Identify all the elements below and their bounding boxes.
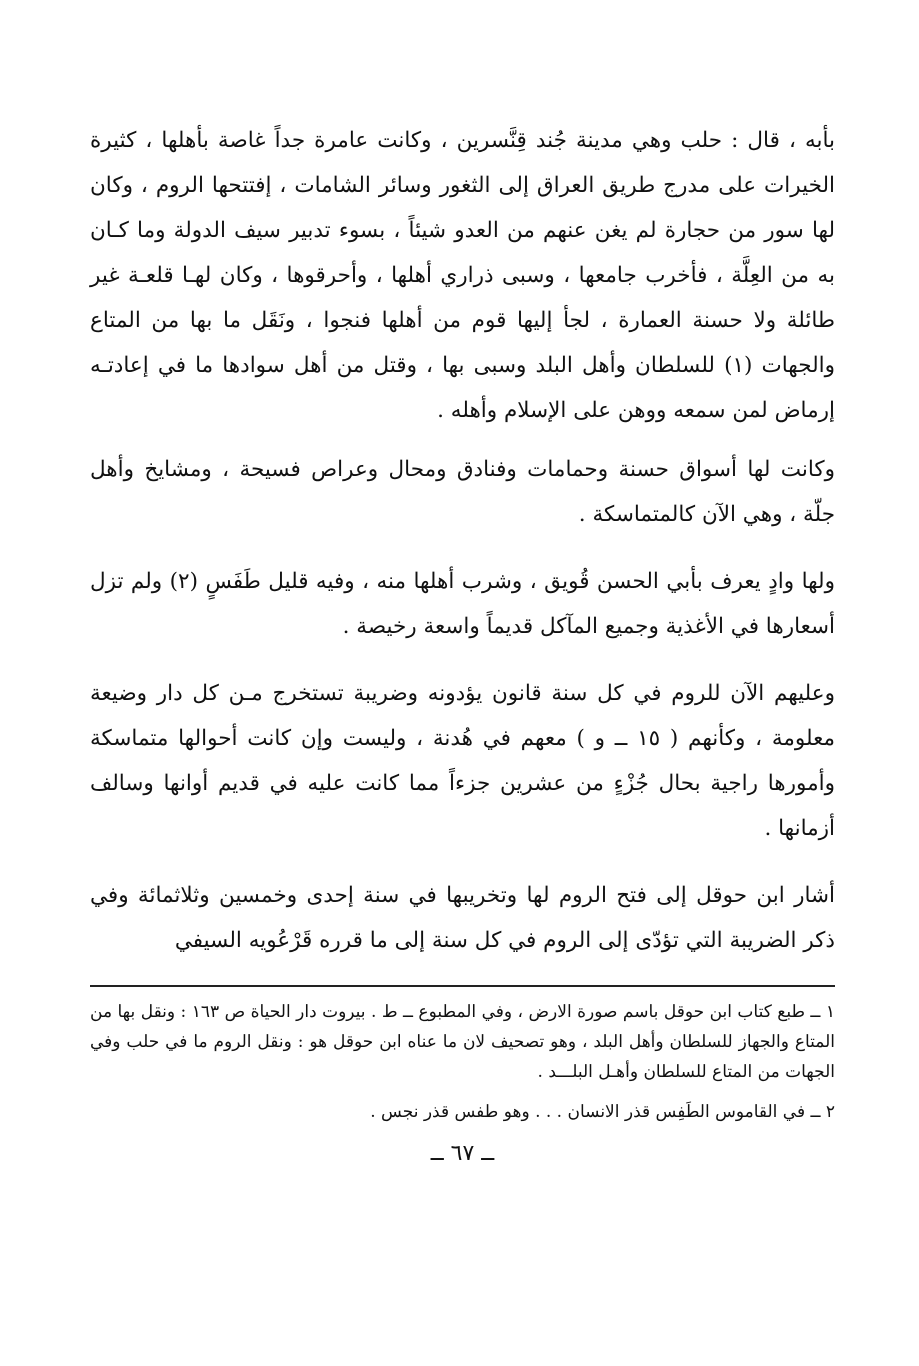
paragraph-1: بأبه ، قال : حلب وهي مدينة جُند قِنَّسرين ، وكانت عامرة جداً غاصة بأهلها ، كثيرة الخيرات على مدرج طريق العراق إلى الثغور وسائر الشامات ، إفتتحها الروم ، وكان لها سور من حجارة لم يغن عنهم من العدو شيئاً ، بسوء تدبير سيف الدولة وما كـان به من العِلَّة ، فأخرب جامعها ، وسبى ذراري أهلها ، وأحرقوها ، وكان لهـا قلعـة غير طائلة ولا حسنة العمارة ، لجأ إليها قوم من أهلها فنجوا ، ونَقَل ما بها من المتاع والجهات (١) للسلطان وأهل البلد وسبى بها ، وقتل من أهل سوادها ما في إعادتـه إرماض لمن سمعه ووهن على الإسلام وأهله . xyxy=(90,128,835,423)
footnote-2: ٢ ــ في القاموس الطَفِس قذر الانسان . . . وهو طفس قذر نجس . xyxy=(370,1102,835,1122)
paragraph-3: ولها وادٍ يعرف بأبي الحسن قُويق ، وشرب أهلها منه ، وفيه قليل طَفَسٍ (٢) ولم تزل أسعارها في الأغذية وجميع المآكل قديماً واسعة رخيصة . xyxy=(90,569,835,639)
paragraph-2: وكانت لها أسواق حسنة وحمامات وفنادق ومحال وعراص فسيحة ، ومشايخ وأهل جلّة ، وهي الآن كالمتماسكة . xyxy=(90,457,835,527)
paragraph-5: أشار ابن حوقل إلى فتح الروم لها وتخريبها في سنة إحدى وخمسين وثلاثمائة وفي ذكر الضريبة التي تؤدّى إلى الروم في كل سنة إلى ما قرره قَرْعُويه السيفي xyxy=(90,883,835,953)
page-number: ــ ٦٧ ــ xyxy=(430,1141,495,1166)
footnote-1: ١ ــ طبع كتاب ابن حوقل باسم صورة الارض ، وفي المطبوع ــ ط . بيروت دار الحياة ص ١٦٣ : ونقل بها من المتاع والجهاز للسلطان وأهل البلد ، وهو تصحيف لان ما عناه ابن حوقل هو : ونقل الروم ما في حلب وفي الجهات من المتاع للسلطان وأهـل البلـــد . xyxy=(90,1002,835,1082)
document-page xyxy=(90,118,835,1166)
paragraph-4: وعليهم الآن للروم في كل سنة قانون يؤدونه وضريبة تستخرج مـن كل دار وضيعة معلومة ، وكأنهم ( ١٥ ــ و ) معهم في هُدنة ، وليست وإن كانت أحوالها متماسكة وأمورها راجية بحال جُزْءٍ من عشرين جزءاً مما كانت عليه في قديم أوانها وسالف أزمانها . xyxy=(90,681,835,841)
footnote-separator xyxy=(90,985,835,987)
